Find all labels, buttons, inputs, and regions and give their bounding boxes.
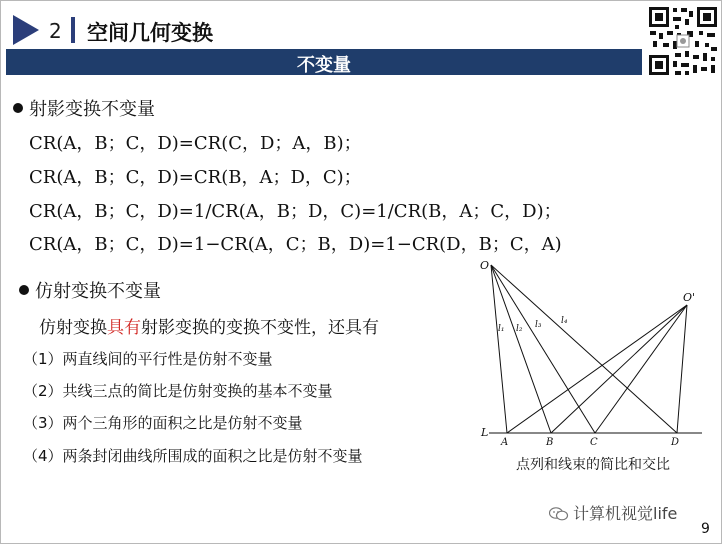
affine-item-2: （2）共线三点的简比是仿射变换的基本不变量: [23, 382, 333, 400]
ray-O-D: [491, 265, 677, 433]
label-B: B: [546, 437, 554, 448]
affine-intro-before: 仿射变换: [39, 318, 107, 338]
label-L: L: [481, 426, 489, 439]
affine-heading: [19, 277, 161, 303]
ray-Op-C: [595, 305, 687, 433]
label-l4: l₄: [561, 316, 568, 326]
formula-4: CR(A，B；C，D)=1−CR(A，C；B，D)=1−CR(D，B；C，A): [29, 234, 562, 255]
label-C: C: [590, 437, 598, 448]
footer-brand: [549, 501, 677, 524]
footer-brand-text: 计算机视觉life: [573, 504, 678, 523]
slide-header: [1, 1, 721, 79]
affine-item-3: （3）两个三角形的面积之比是仿射不变量: [23, 414, 303, 432]
label-A: A: [501, 437, 509, 448]
affine-item-4: （4）两条封闭曲线所围成的面积之比是仿射不变量: [23, 447, 363, 465]
label-O-prime: O': [683, 291, 696, 304]
affine-intro-after: 射影变换的变换不变性，还具有: [141, 318, 379, 338]
ray-Op-B: [551, 305, 687, 433]
page-number: 9: [701, 521, 710, 537]
formula-2: CR(A，B；C，D)=CR(B，A；D，C)；: [29, 167, 362, 188]
projective-heading: [13, 95, 155, 121]
band-title: 不变量: [297, 55, 351, 76]
affine-intro-highlight: 具有: [107, 318, 141, 338]
bullet-dot-icon: [19, 285, 29, 295]
diagram-caption: 点列和线束的简比和交比: [516, 457, 670, 473]
play-triangle-icon: [13, 15, 39, 45]
affine-intro: [39, 313, 379, 338]
formula-3: CR(A，B；C，D)=1/CR(A，B；D，C)=1/CR(B，A；C，D)；: [29, 201, 562, 222]
label-l1: l₁: [498, 324, 505, 334]
formula-1: CR(A，B；C，D)=CR(C，D；A，B)；: [29, 133, 362, 154]
title-band: [6, 49, 642, 75]
section-number: 2: [49, 19, 62, 43]
label-l2: l₂: [516, 324, 523, 334]
affine-heading-text: 仿射变换不变量: [35, 281, 161, 302]
section-title: 空间几何变换: [87, 21, 213, 45]
projective-heading-text: 射影变换不变量: [29, 99, 155, 120]
label-O: O: [480, 259, 490, 272]
ray-O-A: [491, 265, 507, 433]
ray-Op-A: [507, 305, 687, 433]
wechat-icon: [549, 507, 569, 521]
affine-item-1: （1）两直线间的平行性是仿射不变量: [23, 350, 273, 368]
label-D: D: [671, 437, 680, 448]
bullet-dot-icon: [13, 103, 23, 113]
pencil-diagram: [477, 257, 709, 453]
qr-code-icon: [647, 5, 719, 77]
section-divider: [71, 17, 75, 43]
label-l3: l₃: [535, 320, 542, 330]
ray-Op-D: [677, 305, 687, 433]
